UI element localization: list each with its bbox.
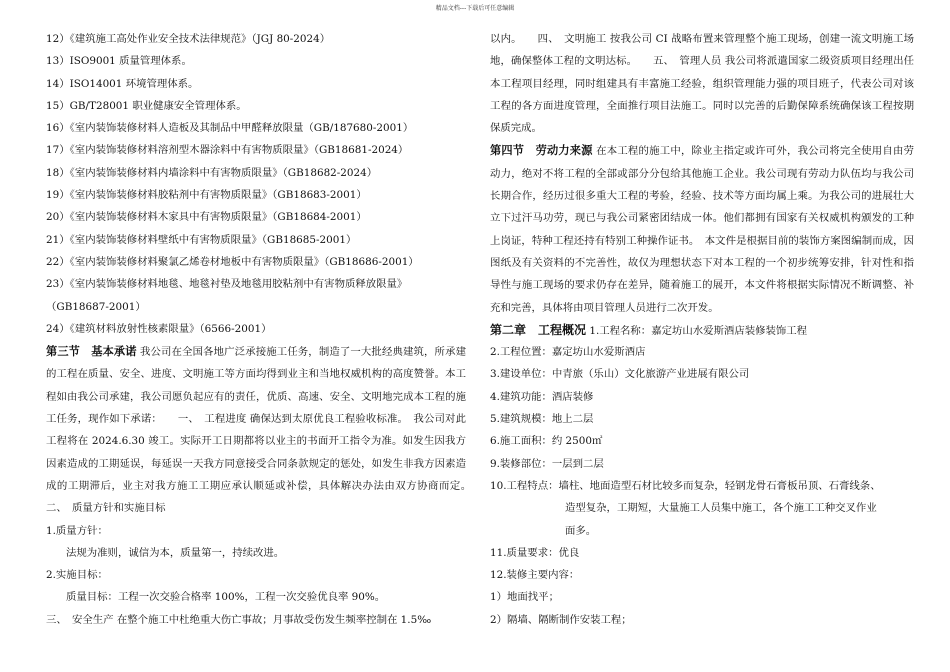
reference-item: 13）ISO9001 质量管理体系。 bbox=[46, 55, 192, 68]
overview-item: 2.工程位置：嘉定坊山水爱斯酒店 bbox=[490, 346, 646, 359]
quality-policy-label: 1.质量方针： bbox=[46, 524, 108, 537]
chapter-2-line bbox=[490, 319, 914, 341]
section-4-heading: 第四节 劳动力来源 bbox=[490, 143, 593, 158]
project-feature-cont: 造型复杂，工期短，大量施工人员集中施工，各个施工工种交叉作业 bbox=[565, 502, 877, 515]
reference-item: （GB18687-2001） bbox=[46, 300, 146, 313]
reference-item: 17）《室内装饰装修材料溶剂型木器涂料中有害物质限量》（GB18681-2024） bbox=[46, 144, 409, 157]
reference-item: 23）《室内装饰装修材料地毯、地毯衬垫及地毯用胶粘剂中有害物质释放限量》 bbox=[46, 278, 408, 291]
section-4-paragraph bbox=[490, 139, 914, 318]
reference-item: 18）《室内装饰装修材料内墙涂料中有害物质限量》（GB18682-2024） bbox=[46, 166, 378, 179]
reference-item: 15）GB/T28001 职业健康安全管理体系。 bbox=[46, 99, 247, 112]
left-column bbox=[46, 28, 487, 631]
reference-list bbox=[46, 28, 466, 340]
right-column bbox=[490, 28, 914, 631]
overview-item: 11.质量要求：优良 bbox=[490, 546, 580, 559]
quality-policy-text: 法规为准则，诚信为本，质量第一，持续改进。 bbox=[66, 546, 285, 559]
overview-item: 2）隔墙、隔断制作安装工程； bbox=[490, 613, 632, 626]
reference-item: 20）《室内装饰装修材料木家具中有害物质限量》（GB18684-2001） bbox=[46, 211, 367, 224]
impl-target-label: 2.实施目标： bbox=[46, 569, 108, 582]
reference-item: 16）《室内装饰装修材料人造板及其制品中甲醛释放限量（GB/187680-2001） bbox=[46, 122, 414, 135]
chapter-2-heading: 第二章 工程概况 bbox=[490, 322, 587, 337]
section-3-paragraph bbox=[46, 340, 487, 519]
overview-item: 1）地面找平； bbox=[490, 591, 559, 604]
reference-item: 14）ISO14001 环境管理体系。 bbox=[46, 77, 199, 90]
project-feature: 10.工程特点：墙柱、地面造型石材比较多而复杂，轻钢龙骨石膏板吊顶、石膏线条、 bbox=[490, 479, 881, 492]
overview-item: 12.装修主要内容： bbox=[490, 569, 580, 582]
continuation-paragraph: 以内。 四、 文明施工 按我公司 CI 战略布置来管理整个施工现场，创建一流文明施工场地，确保整体工程的文明达标。 五、 管理人员 我公司将派遣国家二级资质项目经理出任本工程项目经理，同时组建具有丰富施工经验，组织管理能力强的项目班子，代表公司对该工程的各方面进度管理，全面推行项目法施工。同时以完善的后勤保障系统确保该工程按期保质完成。 bbox=[490, 33, 914, 135]
safety-line: 三、 安全生产 在整个施工中杜绝重大伤亡事故；月事故受伤发生频率控制在 1.5‰ bbox=[46, 613, 432, 626]
overview-item: 4.建筑功能：酒店装修 bbox=[490, 390, 594, 403]
project-name: 1.工程名称：嘉定坊山水爱斯酒店装修装饰工程 bbox=[589, 324, 808, 337]
reference-item: 22）《室内装饰装修材料聚氯乙烯卷材地板中有害物质限量》（GB18686-2001） bbox=[46, 255, 419, 268]
section-3-text: 我公司在全国各地广泛承接施工任务，制造了一大批经典建筑，所承建的工程在质量、安全、进度、文明施工等方面均得到业主和当地权威机构的高度赞誉。本工程如由我公司承建，我公司愿负起应有的责任，优质、高速、安全、文明地完成本工程的施工任务，现作如下承诺： 一、 工程进度 确保达到太原优良工程验收标准。 我公司对此工程将在 2024.6.30 竣工。实际开工日期都将以业主的书面开工指令为准。如发生因我方因素造成的工期延误，每延误一天我方同意接受合同条款规定的惩处，如发生非我方因素造成的工期滞后，业主对我方施工工期应承认顺延或补偿，具体解决办法由双方协商而定。 二、 质量方针和实施目标 bbox=[46, 346, 487, 515]
overview-item: 3.建设单位：中青旅（乐山）文化旅游产业进展有限公司 bbox=[490, 368, 750, 381]
section-3-heading: 第三节 基本承诺 bbox=[46, 344, 137, 359]
project-feature-cont: 面多。 bbox=[565, 524, 597, 537]
overview-item: 6.施工面积：约 2500㎡ bbox=[490, 435, 603, 448]
reference-item: 21）《室内装饰装修材料壁纸中有害物质限量》（GB18685-2001） bbox=[46, 233, 357, 246]
header-note: 精品文档---下载后可任意编辑 bbox=[435, 5, 515, 12]
reference-item: 12）《建筑施工高处作业安全技术法律规范》（JGJ 80-2024） bbox=[46, 33, 331, 45]
reference-item: 24）《建筑材料放射性核素限量》（6566-2001） bbox=[46, 322, 272, 335]
section-4-text: 在本工程的施工中，除业主指定或许可外，我公司将完全使用自由劳动力，绝对不将工程的全部或部分分包给其他施工企业。我公司现有劳动力队伍均与我公司长期合作，经历过很多重大工程的考验，经验、技术等方面均属上乘。为我公司的进展壮大立下过汗马功劳，现已与我公司紧密团结成一体。他们都拥有国家有关权威机构颁发的工种上岗证，特种工程还持有特别工种操作证书。 本文件是根据目前的装饰方案图编制而成，因图纸及有关资料的不完善性，故仅为理想状态下对本工程的一个初步统筹安排，针对性和指导性与施工现场的要求仍存在差异，随着施工的展开，本文件将根据实际情况不断调整、补充和完善，具体将由项目管理人员进行二次开发。 bbox=[490, 145, 914, 314]
reference-item: 19）《室内装饰装修材料胶粘剂中有害物质限量》（GB18683-2001） bbox=[46, 189, 367, 202]
overview-item: 5.建筑规模：地上二层 bbox=[490, 413, 594, 426]
impl-target-text: 质量目标：工程一次交验合格率 100%，工程一次交验优良率 90%。 bbox=[66, 591, 386, 604]
overview-item: 9.装修部位：一层到二层 bbox=[490, 457, 604, 470]
